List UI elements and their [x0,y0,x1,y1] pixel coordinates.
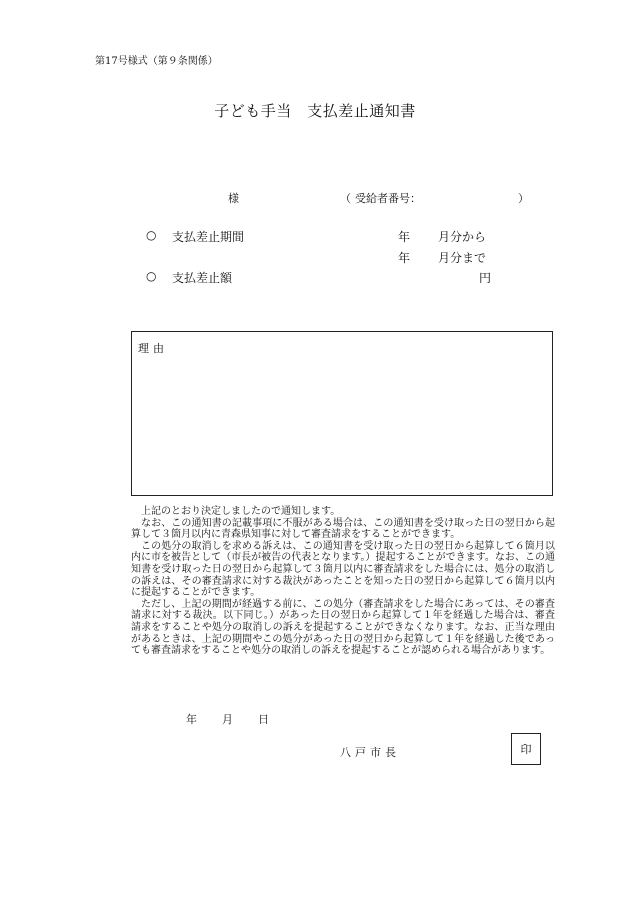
seal-box [511,733,541,765]
date-month-unit: 月 [222,713,233,726]
period-to-month: 月分まで [438,251,487,265]
period-bullet: ○ [146,228,157,242]
period-from-year: 年 [398,230,411,244]
recipient-number-label: 受給者番号： [355,192,421,205]
reason-label: 理由 [138,342,168,355]
recipient-paren-close: ） [518,192,529,205]
addressee-honorific: 様 [228,192,239,205]
period-label: 支払差止期間 [172,230,245,244]
amount-bullet: ○ [146,269,157,283]
date-year-unit: 年 [186,713,197,726]
issuer-name: 八戸市長 [340,746,400,759]
amount-label: 支払差止額 [172,271,233,285]
period-from-month: 月分から [438,230,487,244]
seal-label: 印 [520,743,532,756]
notice-paragraph: この処分の取消しを求める訴えは、この通知書を受け取った日の翌日から起算して６箇月以内に市を被告として（市長が被告の代表となります。）提起することができます。なお、この通知書を受け取った日の翌日から起算して３箇月以内に審査請求をした場合には、処分の取消しの訴えは、その審査請求に対する裁決があったことを知った日の翌日から起算して６箇月以内に提起することができます。 [131,540,555,599]
reason-box [131,331,553,496]
notice-paragraph: 上記のとおり決定しましたので通知します。 [141,506,341,517]
notice-paragraph: ただし、上記の期間が経過する前に、この処分（審査請求をした場合にあっては、その審査請求に対する裁決。以下同じ。）があった日の翌日から起算して１年を経過した場合は、審査請求をすることや処分の取消しの訴えを提起することができなくなります。なお、正当な理由があるときは、上記の期間やこの処分があった日の翌日から起算して１年を経過した後であっても審査請求をすることや処分の取消しの訴えを提起することが認められる場合があります。 [131,598,555,657]
page-title: 子ども手当 支払差止通知書 [214,102,416,120]
notice-paragraph: なお、この通知書の記載事項に不服がある場合は、この通知書を受け取った日の翌日から起算して３箇月以内に青森県知事に対して審査請求をすることができます。 [131,517,555,541]
form-number: 第17号様式（第９条関係） [95,56,218,67]
notice-text [131,506,555,657]
amount-yen-unit: 円 [479,271,492,285]
date-day-unit: 日 [258,713,269,726]
recipient-paren-open: （ [340,192,351,205]
period-to-year: 年 [398,251,411,265]
